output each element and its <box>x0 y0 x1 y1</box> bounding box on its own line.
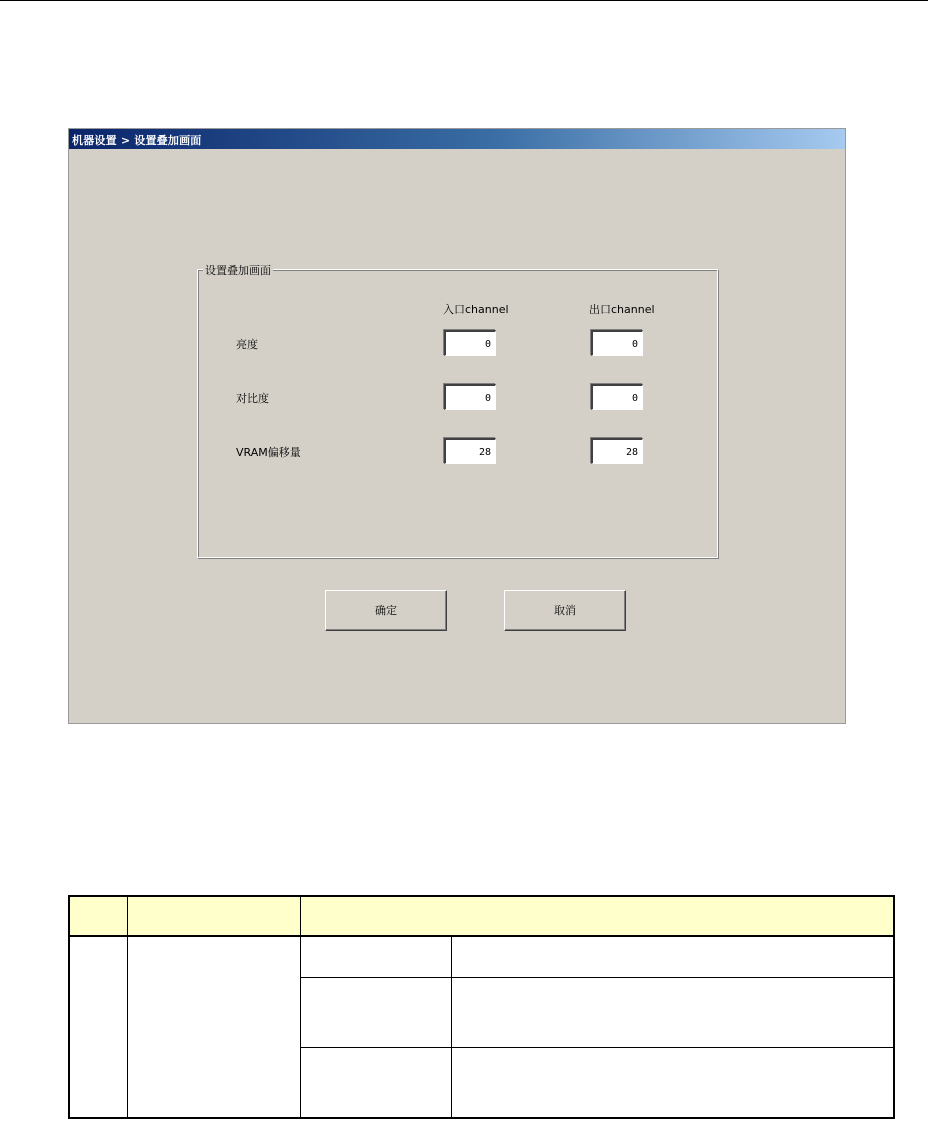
brightness-label: 亮度 <box>236 338 258 351</box>
settings-window <box>68 128 846 724</box>
table-header-cell <box>69 896 127 936</box>
contrast-out-input[interactable]: 0 <box>591 384 643 410</box>
table-cell <box>300 1048 451 1118</box>
brightness-in-input[interactable]: 0 <box>444 330 496 356</box>
column-header-in: 入口channel <box>443 303 509 316</box>
table-cell <box>127 936 300 1118</box>
description-table <box>68 895 895 1119</box>
table-header-row <box>69 896 894 936</box>
group-title: 设置叠加画面 <box>205 264 271 277</box>
vram-offset-in-input[interactable]: 28 <box>444 438 496 464</box>
ok-button[interactable]: 确定 <box>325 590 447 631</box>
column-header-out: 出口channel <box>589 303 655 316</box>
table-cell <box>451 977 894 1047</box>
contrast-in-input[interactable]: 0 <box>444 384 496 410</box>
cancel-button[interactable]: 取消 <box>504 590 626 631</box>
table-cell <box>300 977 451 1047</box>
table-row <box>69 936 894 977</box>
top-rule <box>0 0 928 1</box>
title-bar <box>69 129 845 149</box>
brightness-out-input[interactable]: 0 <box>591 330 643 356</box>
table-cell <box>451 1048 894 1118</box>
table-cell <box>451 936 894 977</box>
overlay-settings-group <box>197 264 718 558</box>
contrast-label: 对比度 <box>236 392 269 405</box>
table-header-cell <box>300 896 894 936</box>
table-cell <box>300 936 451 977</box>
table-header-cell <box>127 896 300 936</box>
vram-offset-label: VRAM偏移量 <box>236 446 301 459</box>
vram-offset-out-input[interactable]: 28 <box>591 438 643 464</box>
window-title: 机器设置 > 设置叠加画面 <box>72 134 202 147</box>
table-cell <box>69 936 127 1118</box>
